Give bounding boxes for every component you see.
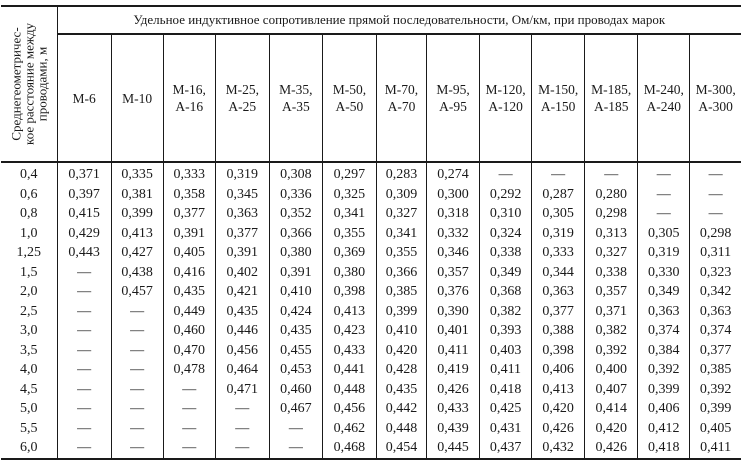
value-cell: 0,435: [269, 321, 322, 341]
table-body: [1, 162, 741, 459]
value-cell: —: [57, 380, 111, 400]
value-cell: 0,420: [585, 419, 638, 439]
value-cell: 0,406: [532, 360, 585, 380]
value-cell: 0,438: [111, 263, 163, 283]
row-header-label: [9, 23, 48, 145]
value-cell: 0,426: [426, 380, 479, 400]
value-cell: 0,412: [638, 419, 690, 439]
table-row: [1, 360, 741, 380]
column-header-line-1: М-185,: [591, 82, 632, 97]
value-cell: 0,455: [269, 341, 322, 361]
value-cell: —: [57, 419, 111, 439]
value-cell: —: [111, 380, 163, 400]
value-cell: 0,437: [480, 438, 532, 459]
column-header-line-1: М-120,: [485, 82, 526, 97]
value-cell: 0,413: [322, 302, 376, 322]
value-cell: 0,380: [269, 243, 322, 263]
value-cell: 0,442: [376, 399, 426, 419]
value-cell: 0,399: [699, 401, 732, 416]
value-cell: —: [57, 263, 111, 283]
value-cell: 0,470: [163, 341, 215, 361]
value-cell: 0,399: [638, 380, 690, 400]
value-cell: 0,324: [480, 224, 532, 244]
value-cell: 0,283: [376, 162, 426, 185]
value-cell: 0,419: [426, 360, 479, 380]
value-cell: 0,342: [699, 284, 732, 299]
value-cell: 0,402: [215, 263, 269, 283]
table-row: [1, 162, 741, 185]
value-cell: —: [708, 206, 723, 221]
value-cell: 0,355: [322, 224, 376, 244]
value-cell: 0,280: [585, 185, 638, 205]
value-cell: 0,392: [585, 341, 638, 361]
value-cell: 0,332: [426, 224, 479, 244]
value-cell: —: [269, 419, 322, 439]
value-cell: 0,446: [215, 321, 269, 341]
value-cell: 0,456: [322, 399, 376, 419]
column-header: [690, 34, 741, 162]
header-row-columns: [1, 34, 741, 162]
table-row: [1, 341, 741, 361]
value-cell: 0,319: [532, 224, 585, 244]
value-cell: 0,292: [480, 185, 532, 205]
value-cell: 0,376: [426, 282, 479, 302]
column-header: [426, 34, 479, 162]
value-cell: 0,467: [269, 399, 322, 419]
value-cell: 0,355: [376, 243, 426, 263]
table-title: Удельное индуктивное сопротивление прямой последовательности, Ом/км, при проводах марок: [57, 6, 741, 34]
value-cell: 0,345: [215, 185, 269, 205]
value-cell: 0,305: [532, 204, 585, 224]
value-cell: 0,384: [638, 341, 690, 361]
value-cell: —: [638, 185, 690, 205]
column-header-line-1: М-150,: [538, 82, 579, 97]
value-cell: 0,374: [699, 323, 732, 338]
column-header-line-1: М-35,: [279, 82, 313, 97]
value-cell: 0,433: [322, 341, 376, 361]
value-cell: 0,319: [215, 162, 269, 185]
value-cell: 0,421: [215, 282, 269, 302]
value-cell: 0,415: [57, 204, 111, 224]
table-row: [1, 263, 741, 283]
distance-cell: 3,0: [1, 321, 57, 341]
value-cell: 0,311: [700, 245, 732, 260]
table-row: [1, 204, 741, 224]
value-cell: 0,368: [480, 282, 532, 302]
table-row: [1, 224, 741, 244]
row-header-line-3: проводами, м: [34, 46, 50, 122]
value-cell: 0,439: [426, 419, 479, 439]
value-cell: 0,344: [532, 263, 585, 283]
value-cell: —: [57, 321, 111, 341]
column-header: [532, 34, 585, 162]
column-header-line-1: М-50,: [332, 82, 367, 97]
value-cell: 0,377: [532, 302, 585, 322]
column-header: [322, 34, 376, 162]
value-cell: 0,309: [376, 185, 426, 205]
column-header-line-1: М-10: [122, 90, 153, 106]
table-row: [1, 380, 741, 400]
value-cell: 0,349: [480, 263, 532, 283]
value-cell: 0,377: [163, 204, 215, 224]
column-header: [585, 34, 638, 162]
value-cell: 0,310: [480, 204, 532, 224]
value-cell: 0,358: [163, 185, 215, 205]
value-cell: 0,319: [638, 243, 690, 263]
value-cell: 0,357: [585, 282, 638, 302]
value-cell: 0,393: [480, 321, 532, 341]
value-cell: 0,429: [57, 224, 111, 244]
value-cell: 0,380: [322, 263, 376, 283]
value-cell: 0,398: [322, 282, 376, 302]
value-cell: 0,405: [163, 243, 215, 263]
value-cell: 0,418: [638, 438, 690, 459]
table-row: [1, 399, 741, 419]
value-cell: 0,399: [376, 302, 426, 322]
value-cell: 0,274: [426, 162, 479, 185]
value-cell: 0,357: [426, 263, 479, 283]
column-header: [269, 34, 322, 162]
value-cell: 0,327: [376, 204, 426, 224]
column-header-line-1: М-240,: [643, 82, 684, 97]
value-cell: 0,411: [690, 438, 741, 459]
value-cell: —: [163, 380, 215, 400]
value-cell: 0,335: [111, 162, 163, 185]
value-cell: 0,388: [532, 321, 585, 341]
value-cell: —: [111, 302, 163, 322]
column-header-line-1: М-6: [72, 90, 96, 106]
value-cell: 0,363: [215, 204, 269, 224]
table-row: [1, 438, 741, 459]
distance-cell: 0,8: [1, 204, 57, 224]
value-cell: 0,336: [269, 185, 322, 205]
value-cell: 0,424: [269, 302, 322, 322]
value-cell: 0,427: [111, 243, 163, 263]
value-cell: 0,471: [215, 380, 269, 400]
column-header-line-2: А-120: [488, 99, 523, 114]
table-row: [1, 321, 741, 341]
value-cell: 0,323: [699, 264, 732, 280]
column-header-line-2: А-150: [540, 99, 576, 114]
value-cell: —: [111, 341, 163, 361]
value-cell: —: [163, 419, 215, 439]
value-cell: 0,297: [322, 162, 376, 185]
value-cell: 0,405: [699, 420, 732, 436]
value-cell: 0,349: [638, 282, 690, 302]
column-header-line-1: М-95,: [436, 82, 470, 97]
column-header: [376, 34, 426, 162]
value-cell: 0,313: [585, 224, 638, 244]
value-cell: 0,363: [699, 303, 732, 319]
value-cell: —: [111, 419, 163, 439]
value-cell: 0,410: [376, 321, 426, 341]
value-cell: 0,390: [426, 302, 479, 322]
value-cell: 0,426: [585, 438, 638, 459]
value-cell: 0,441: [322, 360, 376, 380]
distance-cell: 2,0: [1, 282, 57, 302]
row-header-line-1: Среднегеометричес-: [8, 27, 24, 141]
value-cell: —: [638, 204, 690, 224]
value-cell: 0,449: [163, 302, 215, 322]
value-cell: 0,392: [699, 381, 732, 397]
value-cell: 0,391: [163, 224, 215, 244]
column-header-line-1: М-25,: [225, 82, 259, 97]
value-cell: 0,382: [585, 321, 638, 341]
value-cell: 0,346: [426, 243, 479, 263]
value-cell: 0,327: [585, 243, 638, 263]
value-cell: 0,363: [532, 282, 585, 302]
value-cell: —: [57, 302, 111, 322]
value-cell: 0,341: [376, 224, 426, 244]
table-row: [1, 419, 741, 439]
column-header: [215, 34, 269, 162]
value-cell: 0,433: [426, 399, 479, 419]
value-cell: 0,425: [480, 399, 532, 419]
value-cell: 0,338: [585, 263, 638, 283]
value-cell: —: [111, 360, 163, 380]
column-header-line-1: М-300,: [695, 82, 736, 97]
table-row: [1, 185, 741, 205]
distance-cell: 5,0: [1, 399, 57, 419]
value-cell: —: [111, 321, 163, 341]
value-cell: 0,325: [322, 185, 376, 205]
value-cell: 0,468: [322, 438, 376, 459]
value-cell: 0,377: [699, 342, 732, 358]
column-header-line-1: М-70,: [384, 82, 419, 97]
column-header-line-2: А-185: [593, 99, 629, 114]
distance-cell: 2,5: [1, 302, 57, 322]
value-cell: 0,418: [480, 380, 532, 400]
value-cell: —: [57, 399, 111, 419]
column-header-line-2: А-70: [387, 99, 416, 114]
column-header-line-2: А-240: [646, 99, 682, 114]
value-cell: —: [111, 399, 163, 419]
value-cell: 0,413: [532, 380, 585, 400]
value-cell: 0,453: [269, 360, 322, 380]
value-cell: 0,366: [376, 263, 426, 283]
value-cell: 0,478: [163, 360, 215, 380]
column-header-line-2: А-25: [228, 99, 257, 114]
value-cell: 0,338: [480, 243, 532, 263]
distance-cell: 0,6: [1, 185, 57, 205]
inductive-reactance-table: [1, 5, 741, 460]
value-cell: 0,457: [111, 282, 163, 302]
value-cell: —: [585, 162, 638, 185]
value-cell: 0,445: [426, 438, 479, 459]
value-cell: —: [57, 360, 111, 380]
value-cell: —: [57, 438, 111, 459]
value-cell: 0,333: [163, 162, 215, 185]
value-cell: —: [708, 167, 723, 182]
row-header-cell: [1, 6, 57, 162]
value-cell: 0,377: [215, 224, 269, 244]
value-cell: 0,435: [215, 302, 269, 322]
value-cell: 0,448: [376, 419, 426, 439]
value-cell: 0,435: [163, 282, 215, 302]
value-cell: —: [708, 186, 723, 202]
value-cell: 0,298: [585, 204, 638, 224]
distance-cell: 4,5: [1, 380, 57, 400]
value-cell: 0,448: [322, 380, 376, 400]
column-header: [111, 34, 163, 162]
value-cell: 0,308: [269, 162, 322, 185]
value-cell: —: [215, 399, 269, 419]
value-cell: 0,460: [163, 321, 215, 341]
value-cell: 0,410: [269, 282, 322, 302]
value-cell: 0,333: [532, 243, 585, 263]
column-header: [480, 34, 532, 162]
distance-cell: 3,5: [1, 341, 57, 361]
column-header-line-2: А-35: [281, 99, 310, 114]
column-header: [163, 34, 215, 162]
value-cell: 0,341: [322, 204, 376, 224]
value-cell: 0,416: [163, 263, 215, 283]
value-cell: —: [532, 162, 585, 185]
value-cell: 0,464: [215, 360, 269, 380]
value-cell: 0,420: [376, 341, 426, 361]
value-cell: 0,407: [585, 380, 638, 400]
value-cell: —: [57, 341, 111, 361]
value-cell: 0,401: [426, 321, 479, 341]
column-header-line-2: А-16: [175, 99, 204, 114]
value-cell: —: [269, 438, 322, 459]
value-cell: 0,385: [376, 282, 426, 302]
value-cell: —: [215, 438, 269, 459]
value-cell: 0,330: [638, 263, 690, 283]
value-cell: 0,411: [426, 341, 479, 361]
value-cell: 0,431: [480, 419, 532, 439]
value-cell: —: [163, 399, 215, 419]
value-cell: 0,435: [376, 380, 426, 400]
value-cell: 0,423: [322, 321, 376, 341]
distance-cell: 5,5: [1, 419, 57, 439]
value-cell: —: [57, 282, 111, 302]
value-cell: 0,298: [699, 225, 732, 241]
value-cell: 0,414: [585, 399, 638, 419]
value-cell: 0,454: [376, 438, 426, 459]
column-header: [57, 34, 111, 162]
row-header-line-2: кое расстояние между: [21, 23, 37, 145]
distance-cell: 1,25: [1, 243, 57, 263]
value-cell: 0,400: [585, 360, 638, 380]
value-cell: 0,352: [269, 204, 322, 224]
column-header-line-2: А-300: [698, 99, 733, 114]
distance-cell: 1,0: [1, 224, 57, 244]
value-cell: 0,391: [215, 243, 269, 263]
column-header-line-2: А-50: [335, 99, 364, 114]
value-cell: 0,374: [638, 321, 690, 341]
value-cell: 0,397: [57, 185, 111, 205]
value-cell: 0,391: [269, 263, 322, 283]
value-cell: 0,385: [699, 362, 732, 377]
column-header-line-1: М-16,: [172, 82, 206, 97]
table-row: [1, 302, 741, 322]
value-cell: 0,371: [57, 162, 111, 185]
value-cell: 0,363: [638, 302, 690, 322]
value-cell: 0,369: [322, 243, 376, 263]
value-cell: —: [215, 419, 269, 439]
column-header: [638, 34, 690, 162]
value-cell: —: [163, 438, 215, 459]
value-cell: —: [480, 162, 532, 185]
value-cell: 0,371: [585, 302, 638, 322]
distance-cell: 6,0: [1, 438, 57, 459]
value-cell: 0,403: [480, 341, 532, 361]
value-cell: 0,460: [269, 380, 322, 400]
value-cell: 0,300: [426, 185, 479, 205]
table-row: [1, 243, 741, 263]
value-cell: 0,382: [480, 302, 532, 322]
value-cell: 0,398: [532, 341, 585, 361]
value-cell: 0,366: [269, 224, 322, 244]
distance-cell: 0,4: [1, 162, 57, 185]
value-cell: 0,426: [532, 419, 585, 439]
value-cell: 0,420: [532, 399, 585, 419]
value-cell: 0,305: [638, 224, 690, 244]
value-cell: 0,428: [376, 360, 426, 380]
value-cell: 0,406: [638, 399, 690, 419]
value-cell: 0,411: [480, 360, 532, 380]
value-cell: —: [111, 438, 163, 459]
column-header-line-2: А-95: [439, 99, 467, 114]
value-cell: 0,318: [426, 204, 479, 224]
value-cell: 0,462: [322, 419, 376, 439]
value-cell: 0,392: [638, 360, 690, 380]
value-cell: 0,287: [532, 185, 585, 205]
table-row: [1, 282, 741, 302]
value-cell: 0,413: [111, 224, 163, 244]
value-cell: 0,432: [532, 438, 585, 459]
value-cell: 0,381: [111, 185, 163, 205]
distance-cell: 4,0: [1, 360, 57, 380]
header-row-title: [1, 6, 741, 34]
value-cell: —: [638, 162, 690, 185]
distance-cell: 1,5: [1, 263, 57, 283]
value-cell: 0,443: [57, 243, 111, 263]
value-cell: 0,456: [215, 341, 269, 361]
value-cell: 0,399: [111, 204, 163, 224]
